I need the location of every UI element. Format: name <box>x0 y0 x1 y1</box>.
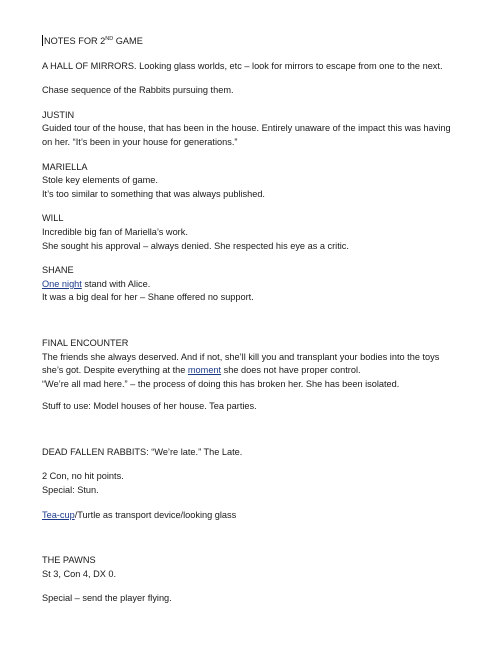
mariella-line: It’s too similar to something that was always published. <box>42 188 265 199</box>
mariella-heading: MARIELLA <box>42 161 88 172</box>
final-encounter-line: The friends she always deserved. And if not, she’ll kill you and transplant your bodies into the toys <box>42 351 440 362</box>
justin-heading: JUSTIN <box>42 109 75 120</box>
justin-line: Guided tour of the house, that has been in the house. Entirely unaware of the impact this was having <box>42 123 451 134</box>
mariella-line: Stole key elements of game. <box>42 175 158 186</box>
tea-cup-line: Tea-cup/Turtle as transport device/looking glass <box>42 509 237 520</box>
will-line: Incredible big fan of Mariella’s work. <box>42 226 188 237</box>
final-encounter-line: “We’re all mad here.” – the process of doing this has broken her. She has been isolated. <box>42 378 400 389</box>
rabbits-special-line: Special: Stun. <box>42 485 99 496</box>
justin-line: on her. “It’s been in your house for generations.” <box>42 136 238 147</box>
pawns-special-line: Special – send the player flying. <box>42 593 172 604</box>
shane-heading: SHANE <box>42 265 74 276</box>
moment-link[interactable]: moment <box>187 365 222 376</box>
rabbits-stats-line: 2 Con, no hit points. <box>42 471 124 482</box>
text-cursor <box>42 35 43 46</box>
hall-of-mirrors-line: A HALL OF MIRRORS. Looking glass worlds, etc – look for mirrors to escape from one to the next. <box>42 60 443 71</box>
chase-line: Chase sequence of the Rabbits pursuing them. <box>42 85 234 96</box>
tea-cup-link[interactable]: Tea-cup <box>42 509 75 520</box>
document-body <box>42 35 482 606</box>
page-title: NOTES FOR 2ND GAME <box>44 35 143 46</box>
stuff-to-use-line: Stuff to use: Model houses of her house. Tea parties. <box>42 401 257 412</box>
pawns-heading: THE PAWNS <box>42 555 96 566</box>
final-encounter-heading: FINAL ENCOUNTER <box>42 337 129 348</box>
will-heading: WILL <box>42 213 64 224</box>
shane-line: It was a big deal for her – Shane offered no support. <box>42 292 254 303</box>
ordinal-superscript: ND <box>105 35 114 42</box>
final-encounter-line: she’s got. Despite everything at the moment she does not have proper control. <box>42 365 361 376</box>
one-night-link[interactable]: One night <box>42 278 82 289</box>
dead-fallen-rabbits-heading: DEAD FALLEN RABBITS: “We’re late.” The Late. <box>42 446 243 457</box>
will-line: She sought his approval – always denied. She respected his eye as a critic. <box>42 240 349 251</box>
pawns-stats-line: St 3, Con 4, DX 0. <box>42 568 117 579</box>
shane-line: One night stand with Alice. <box>42 278 151 289</box>
